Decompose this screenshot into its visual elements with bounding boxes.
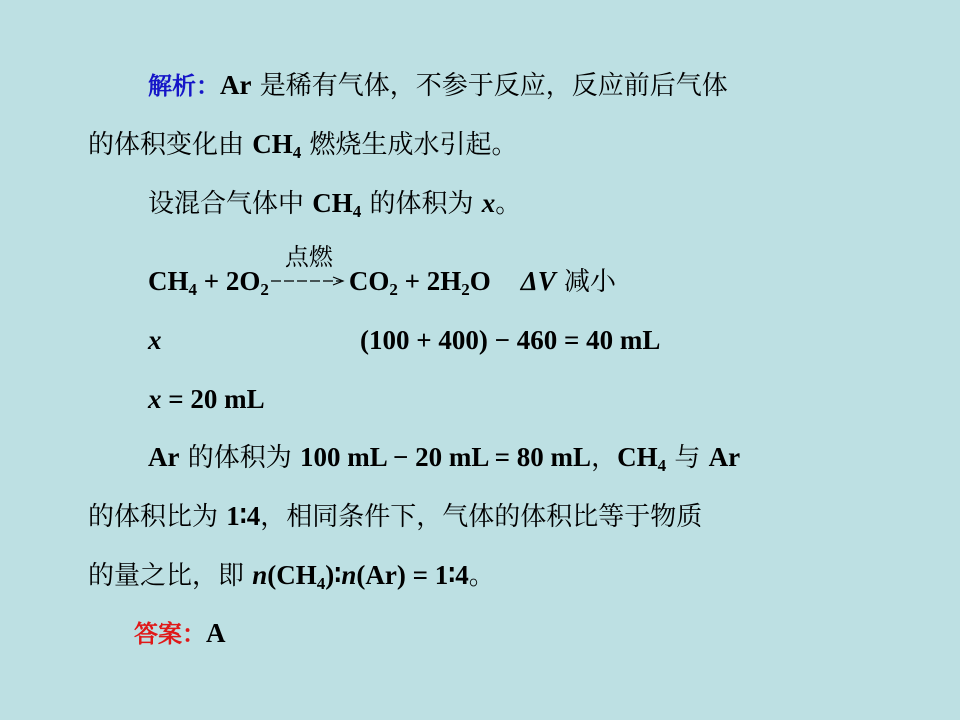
analysis-text-3a: 设混合气体中 bbox=[148, 189, 313, 219]
analysis-line-3 bbox=[148, 188, 521, 219]
analysis-text-1: 是稀有气体，不参于反应，反应前后气体 bbox=[251, 71, 728, 101]
analysis-text-3b: 的体积为 bbox=[361, 189, 482, 219]
delta-v: ΔV bbox=[520, 266, 556, 296]
answer-value: A bbox=[206, 618, 226, 648]
answer-line bbox=[134, 618, 226, 649]
calc-volume-change: (100 + 400) − 460 = 40 mL bbox=[360, 325, 661, 355]
ch4-formula: $CH_4$ bbox=[252, 129, 302, 162]
reaction-condition: 点燃 bbox=[284, 243, 333, 271]
calc-x-left: x bbox=[148, 325, 162, 355]
conclusion-line-3: 的量之比，即 $n(CH_4)∶n(Ar)$ = 1∶4。 bbox=[88, 560, 495, 593]
products: $CO_2 + 2H_2O$ bbox=[348, 266, 491, 299]
conclusion-line-1: Ar 的体积为 100 mL − 20 mL = 80 mL，$CH_4$ 与 Ar bbox=[148, 442, 741, 475]
delta-v-text: 减小 bbox=[555, 267, 616, 297]
right-arrow-icon bbox=[271, 276, 347, 286]
reaction-arrow bbox=[269, 243, 349, 296]
reactants: $CH_4 + 2O_2$ bbox=[148, 266, 269, 299]
ch4-formula: $CH_4$ bbox=[312, 188, 362, 221]
analysis-text-2b: 燃烧生成水引起。 bbox=[301, 130, 518, 160]
analysis-label: 解析： bbox=[148, 72, 220, 100]
conclusion-line-2: 的体积比为 1∶4，相同条件下，气体的体积比等于物质 bbox=[88, 501, 703, 532]
answer-label: 答案： bbox=[134, 620, 206, 648]
calc-result: x = 20 mL bbox=[148, 384, 265, 414]
ar-text: Ar bbox=[220, 70, 252, 100]
variable-x: x bbox=[481, 188, 496, 218]
analysis-line-2 bbox=[88, 129, 518, 160]
analysis-line-1 bbox=[148, 70, 728, 101]
analysis-text-2a: 的体积变化由 bbox=[88, 130, 253, 160]
chemical-equation bbox=[148, 243, 616, 299]
analysis-text-3c: 。 bbox=[495, 189, 522, 219]
